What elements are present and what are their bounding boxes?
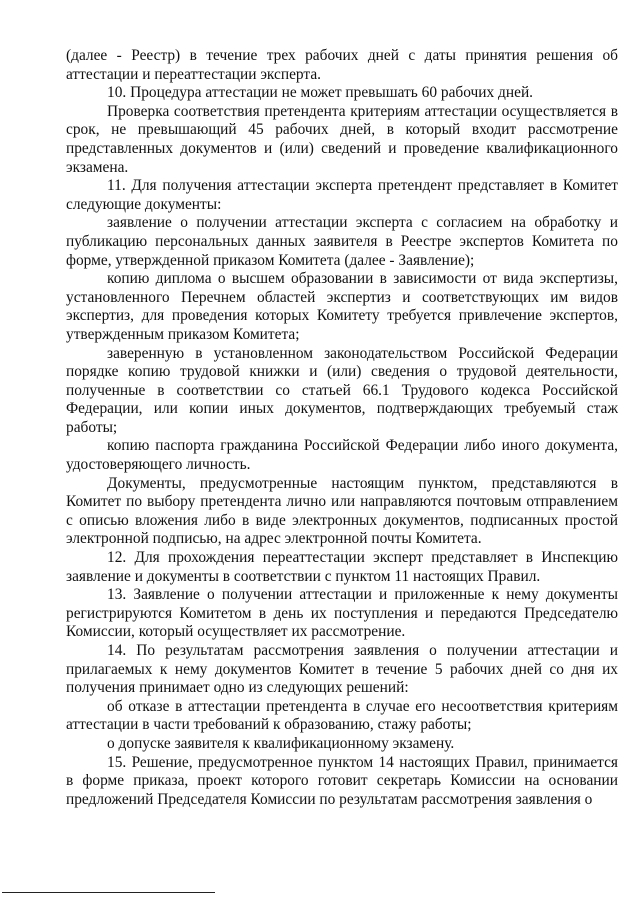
paragraph-11-item-work-record: заверенную в установленном законодательством Российской Федерации порядке копию трудовой книжки и (или) сведения о трудовой деятельности, полученные в соответствии со статьей 66.1 Трудового кодекса Российской Федерации, или копии иных документов, подтверждающих требуемый стаж работы; [66,344,618,436]
paragraph-14-item-admission: о допуске заявителя к квалификационному экзамену. [107,734,455,752]
paragraph-10: 10. Процедура аттестации не может превышать 60 рабочих дней. [107,84,534,102]
paragraph-11-item-diploma: копию диплома о высшем образовании в зависимости от вида экспертизы, установленного Перечнем областей экспертиз и соответствующих им видов экспертиз, для проведения которых Комитету требуется привлечение экспертов, утвержденным приказом Комитета; [66,270,618,343]
paragraph-15: 15. Решение, предусмотренное пунктом 14 настоящих Правил, принимается в форме приказа, проект которого готовит секретарь Комиссии на основании предложений Председателя Комиссии по результатам рассмотрения заявления о [66,753,618,808]
paragraph-11-submission: Документы, предусмотренные настоящим пунктом, представляются в Комитет по выбору претендента лично или направляются почтовым отправлением с описью вложения либо в виде электронных документов, подписанных простой электронной подписью, на адрес электронной почты Комитета. [66,474,618,548]
paragraph-14-item-refusal: об отказе в аттестации претендента в случае его несоответствия критериям аттестации в части требований к образованию, стажу работы; [66,697,618,734]
paragraph-14: 14. По результатам рассмотрения заявления о получении аттестации и прилагаемых к нему документов Комитет в течение 5 рабочих дней со дня их получения принимает одно из следующих решений: [66,642,618,697]
document-body [66,47,618,809]
footer-rule [2,892,215,893]
paragraph-13: 13. Заявление о получении аттестации и приложенные к нему документы регистрируются Комитетом в день их поступления и передаются Председателю Комиссии, который осуществляет их рассмотрение. [66,586,618,641]
paragraph-12: 12. Для прохождения переаттестации эксперт представляет в Инспекцию заявление и документы в соответствии с пунктом 11 настоящих Правил. [66,549,618,585]
paragraph-11: 11. Для получения аттестации эксперта претендент представляет в Комитет следующие документы: [66,177,618,213]
paragraph-11-item-passport: копию паспорта гражданина Российской Федерации либо иного документа, удостоверяющего личность. [66,437,618,474]
paragraph-10-check: Проверка соответствия претендента критериям аттестации осуществляется в срок, не превышающий 45 рабочих дней, в который входит рассмотрение представленных документов и (или) сведений и проведение квалификационного экзамена. [66,102,618,176]
paragraph-registry-continuation: (далее - Реестр) в течение трех рабочих дней с даты принятия решения об аттестации и переаттестации эксперта. [66,47,618,83]
paragraph-11-item-application: заявление о получении аттестации эксперта с согласием на обработку и публикацию персональных данных заявителя в Реестре экспертов Комитета по форме, утвержденной приказом Комитета (далее - Заявление); [66,214,618,269]
